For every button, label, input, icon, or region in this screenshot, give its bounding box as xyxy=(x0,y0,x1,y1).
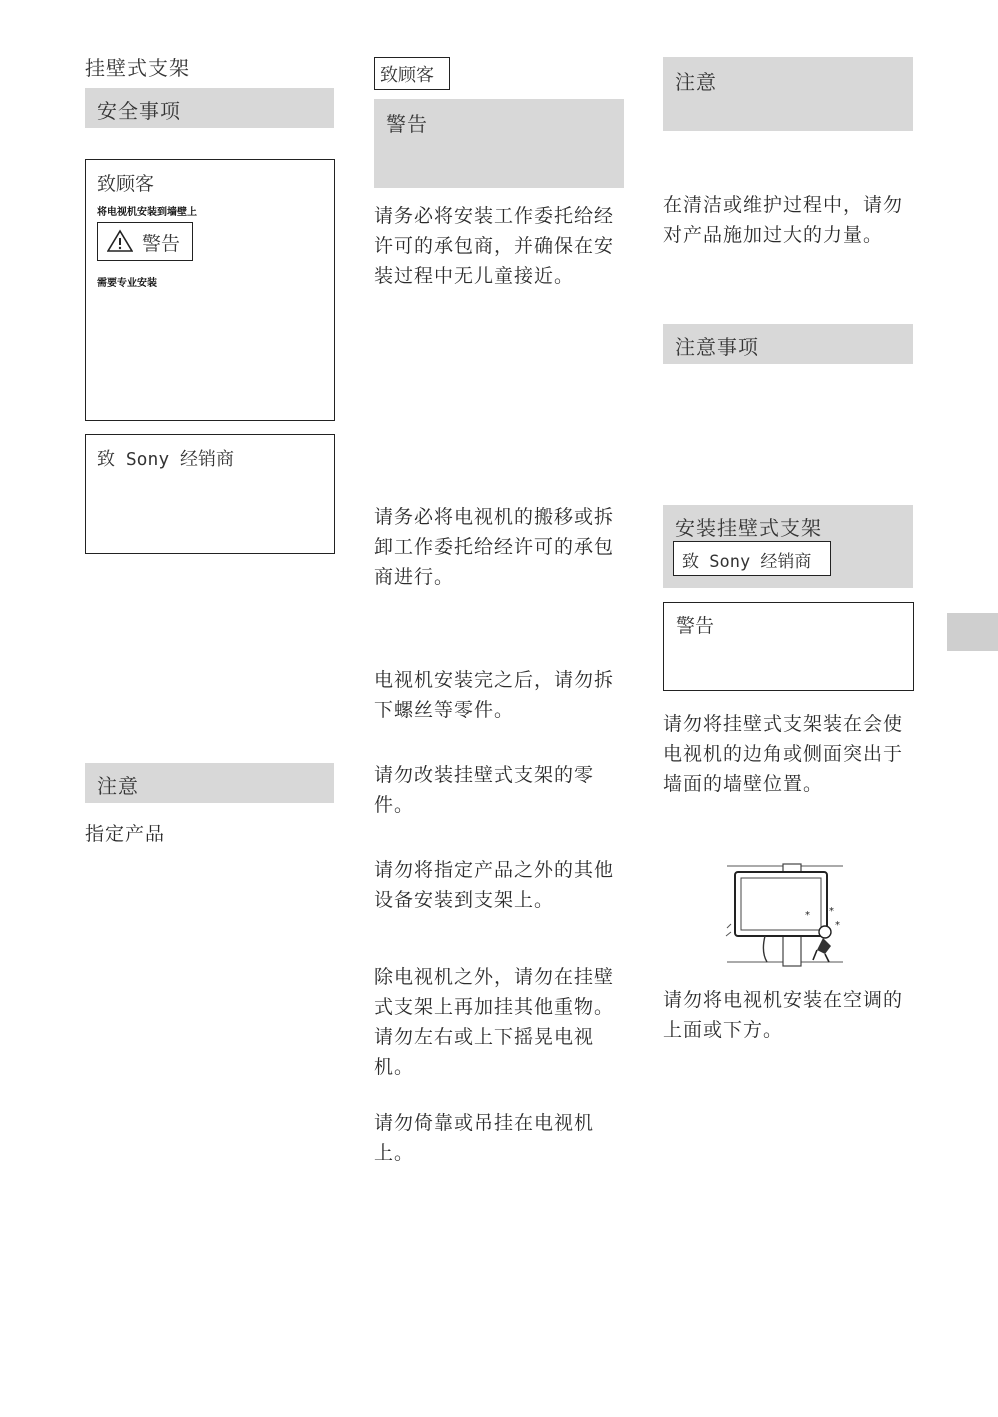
dealer-label-box xyxy=(673,541,831,576)
warning-label-box xyxy=(97,222,193,261)
page-title: 挂壁式支架 xyxy=(85,56,190,80)
svg-text:*: * xyxy=(835,920,840,931)
caution-band-col3 xyxy=(663,57,913,131)
warning-title-col2: 警告 xyxy=(386,112,428,136)
install-title: 安装挂壁式支架 xyxy=(675,516,822,540)
warning-box-col3 xyxy=(663,602,914,691)
paragraph-no-remove-screws: 电视机安装完之后，请勿拆下螺丝等零件。 xyxy=(374,669,615,721)
dealer-label-text: 致 Sony 经销商 xyxy=(682,552,812,572)
warning-band-col2 xyxy=(374,99,624,188)
install-band xyxy=(663,505,913,588)
specified-product-heading: 指定产品 xyxy=(85,823,166,845)
svg-text:*: * xyxy=(805,910,810,921)
notes-band xyxy=(663,324,913,364)
caution-title-col3: 注意 xyxy=(675,70,717,94)
paragraph-cleaning: 在清洁或维护过程中，请勿对产品施加过大的力量。 xyxy=(663,194,904,246)
warning-label-text: 警告 xyxy=(142,233,181,255)
svg-text:*: * xyxy=(829,906,834,917)
paragraph-no-aircon: 请勿将电视机安装在空调的上面或下方。 xyxy=(663,989,904,1041)
warning-triangle-icon xyxy=(107,229,133,253)
paragraph-specified-only: 请勿将指定产品之外的其他设备安装到支架上。 xyxy=(374,859,615,911)
paragraph-no-protrude: 请勿将挂壁式支架装在会使电视机的边角或侧面突出于墙面的墙壁位置。 xyxy=(663,713,904,795)
tv-wall-hazard-illustration xyxy=(725,862,845,968)
safety-section-band xyxy=(85,88,334,128)
paragraph-no-extra-weight: 除电视机之外，请勿在挂壁式支架上再加挂其他重物。请勿左右或上下摇晃电视机。 xyxy=(374,966,615,1078)
paragraph-move-contractor: 请务必将电视机的搬移或拆卸工作委托给经许可的承包商进行。 xyxy=(374,506,615,588)
customer-box-subtitle: 将电视机安装到墙壁上 xyxy=(97,207,197,218)
paragraph-install-contractor: 请务必将安装工作委托给经许可的承包商，并确保在安装过程中无儿童接近。 xyxy=(374,205,615,287)
customer-box xyxy=(85,159,335,421)
warning-box-title: 警告 xyxy=(676,615,715,637)
section-tab-marker xyxy=(947,613,998,651)
dealer-box xyxy=(85,434,335,554)
customer-box-title: 致顾客 xyxy=(97,173,155,195)
customer-label-text: 致顾客 xyxy=(380,65,434,86)
professional-install-note: 需要专业安装 xyxy=(97,278,157,289)
paragraph-no-lean: 请勿倚靠或吊挂在电视机上。 xyxy=(374,1112,595,1164)
caution-title-col1: 注意 xyxy=(97,774,139,798)
customer-label-box xyxy=(374,57,450,90)
caution-band-col1 xyxy=(85,763,334,803)
paragraph-no-modify: 请勿改装挂壁式支架的零件。 xyxy=(374,764,595,816)
dealer-box-title: 致 Sony 经销商 xyxy=(97,449,235,470)
notes-title: 注意事项 xyxy=(675,335,759,359)
safety-section-title: 安全事项 xyxy=(97,99,181,123)
